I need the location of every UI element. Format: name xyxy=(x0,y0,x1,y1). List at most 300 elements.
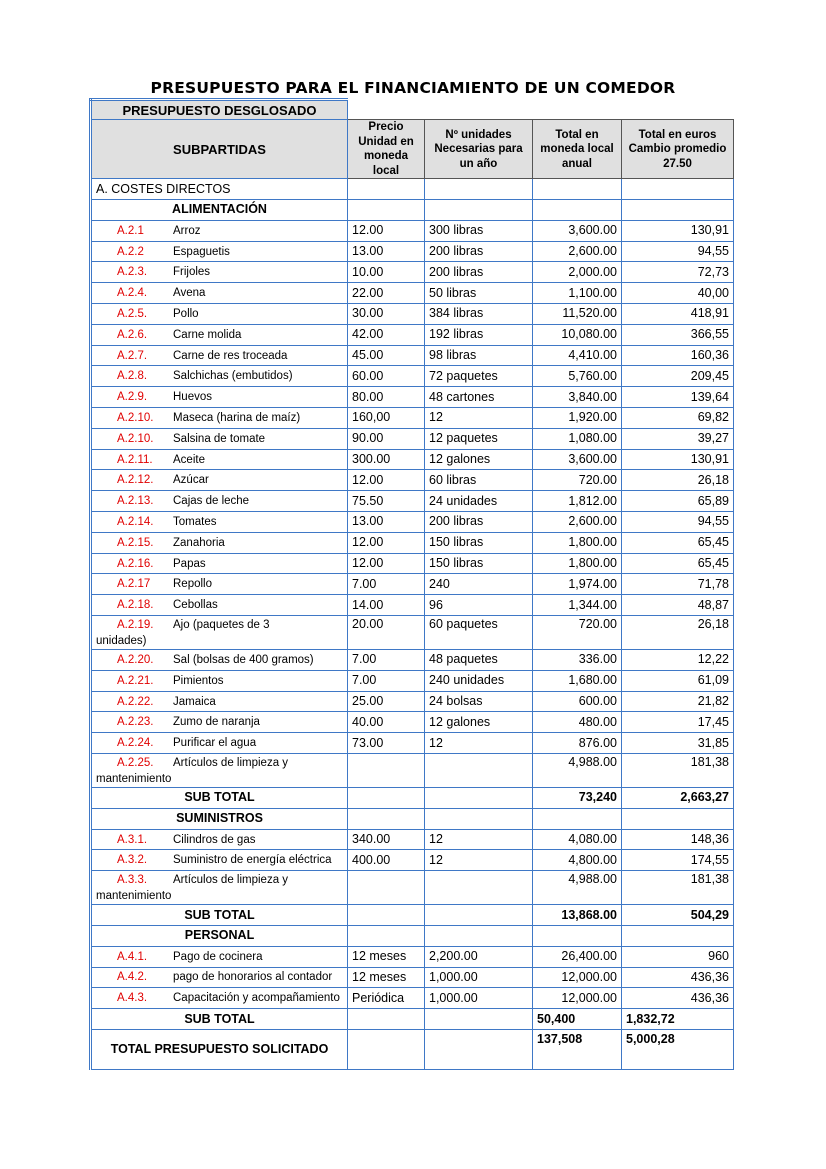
item-units: 60 libras xyxy=(425,470,533,491)
item-code: A.2.4. xyxy=(117,287,148,300)
subtotal-euros: 2,663,27 xyxy=(622,788,734,809)
table-row xyxy=(91,553,734,574)
item-units: 48 paquetes xyxy=(425,650,533,671)
item-total-local: 2,000.00 xyxy=(533,262,622,283)
item-description-cell xyxy=(91,345,348,366)
item-total-local: 12,000.00 xyxy=(533,967,622,988)
item-description: Cajas de leche xyxy=(173,495,250,508)
item-total-euros: 130,91 xyxy=(622,449,734,470)
table-row xyxy=(91,262,734,283)
subtotal-local: 13,868.00 xyxy=(533,905,622,926)
item-units: 60 paquetes xyxy=(425,616,533,650)
table-row xyxy=(91,988,734,1009)
item-description-cell xyxy=(91,324,348,345)
item-description: Sal (bolsas de 400 gramos) xyxy=(173,653,314,666)
table-row xyxy=(91,871,734,905)
item-description: Carne de res troceada xyxy=(173,349,288,362)
item-price: 90.00 xyxy=(348,428,425,449)
section-a-row xyxy=(91,179,734,200)
item-code: A.2.13. xyxy=(117,495,154,508)
header-row xyxy=(91,120,734,179)
item-code: A.4.2. xyxy=(117,971,148,984)
item-description: Pollo xyxy=(173,307,199,320)
subtotal-row xyxy=(91,1009,734,1030)
item-units: 150 libras xyxy=(425,532,533,553)
item-description-cell xyxy=(91,241,348,262)
item-description-cell xyxy=(91,408,348,429)
item-description: Papas xyxy=(173,557,206,570)
item-code: A.2.12. xyxy=(117,474,154,487)
item-units: 48 cartones xyxy=(425,387,533,408)
item-units: 98 libras xyxy=(425,345,533,366)
item-total-local: 3,600.00 xyxy=(533,220,622,241)
subtotal-label: SUB TOTAL xyxy=(91,788,348,809)
item-code: A.2.5. xyxy=(117,307,148,320)
empty-cell xyxy=(425,1029,533,1069)
item-code: A.2.19. xyxy=(117,619,154,632)
item-description-cell xyxy=(91,470,348,491)
item-description-cell xyxy=(91,871,348,905)
item-code: A.2.20. xyxy=(117,653,154,666)
item-units: 96 xyxy=(425,595,533,616)
table-row xyxy=(91,491,734,512)
item-total-euros: 366,55 xyxy=(622,324,734,345)
item-total-local: 4,080.00 xyxy=(533,829,622,850)
item-description-cell xyxy=(91,733,348,754)
item-code: A.2.7. xyxy=(117,349,148,362)
table-row xyxy=(91,946,734,967)
item-total-euros: 181,38 xyxy=(622,871,734,905)
item-description-cell xyxy=(91,512,348,533)
item-total-local: 1,080.00 xyxy=(533,428,622,449)
empty-cell xyxy=(425,179,533,200)
item-price: 12.00 xyxy=(348,553,425,574)
item-total-local: 876.00 xyxy=(533,733,622,754)
item-units: 240 unidades xyxy=(425,670,533,691)
item-price: 20.00 xyxy=(348,616,425,650)
subtotal-row xyxy=(91,788,734,809)
item-units: 12 xyxy=(425,733,533,754)
item-units: 2,200.00 xyxy=(425,946,533,967)
item-units: 50 libras xyxy=(425,283,533,304)
empty-cell xyxy=(533,926,622,947)
item-price: 340.00 xyxy=(348,829,425,850)
item-description-cell xyxy=(91,387,348,408)
item-description: Avena xyxy=(173,287,206,300)
alimentacion-heading xyxy=(91,200,734,221)
item-total-local: 1,974.00 xyxy=(533,574,622,595)
item-total-local: 4,800.00 xyxy=(533,850,622,871)
table-row xyxy=(91,670,734,691)
header-total-local: Total en moneda local anual xyxy=(533,120,622,179)
item-price: 14.00 xyxy=(348,595,425,616)
budget-table xyxy=(89,98,734,1070)
item-total-euros: 130,91 xyxy=(622,220,734,241)
item-price: 12 meses xyxy=(348,946,425,967)
empty-cell xyxy=(533,200,622,221)
item-description-cell xyxy=(91,304,348,325)
item-price: 12.00 xyxy=(348,470,425,491)
item-total-euros: 436,36 xyxy=(622,967,734,988)
item-description: Artículos de limpieza y xyxy=(173,757,289,770)
item-total-local: 3,840.00 xyxy=(533,387,622,408)
item-description-cell xyxy=(91,574,348,595)
header-empty xyxy=(622,100,734,120)
item-code: A.2.14. xyxy=(117,515,154,528)
table-row xyxy=(91,754,734,788)
subtotal-label: SUB TOTAL xyxy=(91,905,348,926)
item-description: Espaguetis xyxy=(173,245,230,258)
header-empty xyxy=(533,100,622,120)
item-description: Pimientos xyxy=(173,674,224,687)
table-row xyxy=(91,324,734,345)
item-code: A.2.2 xyxy=(117,245,144,258)
item-price: 60.00 xyxy=(348,366,425,387)
item-price xyxy=(348,871,425,905)
item-description: Jamaica xyxy=(173,695,216,708)
item-description-cell xyxy=(91,220,348,241)
empty-cell xyxy=(425,200,533,221)
item-total-local: 11,520.00 xyxy=(533,304,622,325)
table-row xyxy=(91,532,734,553)
item-total-local: 720.00 xyxy=(533,470,622,491)
item-units: 12 galones xyxy=(425,712,533,733)
item-total-local: 4,988.00 xyxy=(533,754,622,788)
total-label: TOTAL PRESUPUESTO SOLICITADO xyxy=(91,1029,348,1069)
item-description: Maseca (harina de maíz) xyxy=(173,411,301,424)
item-units: 300 libras xyxy=(425,220,533,241)
item-total-euros: 418,91 xyxy=(622,304,734,325)
item-code: A.3.1. xyxy=(117,833,148,846)
item-total-local: 336.00 xyxy=(533,650,622,671)
table-row xyxy=(91,850,734,871)
item-units: 192 libras xyxy=(425,324,533,345)
table-row xyxy=(91,387,734,408)
empty-cell xyxy=(348,905,425,926)
item-total-local: 720.00 xyxy=(533,616,622,650)
item-description-cell xyxy=(91,595,348,616)
header-total-euros: Total en euros Cambio promedio 27.50 xyxy=(622,120,734,179)
item-units: 12 xyxy=(425,850,533,871)
item-price: 30.00 xyxy=(348,304,425,325)
item-code: A.2.9. xyxy=(117,391,148,404)
item-total-euros: 40,00 xyxy=(622,283,734,304)
item-units: 1,000.00 xyxy=(425,988,533,1009)
item-description: Carne molida xyxy=(173,328,242,341)
item-price: 13.00 xyxy=(348,512,425,533)
item-units: 12 galones xyxy=(425,449,533,470)
alimentacion-heading-label: ALIMENTACIÓN xyxy=(91,200,348,221)
item-price: 75.50 xyxy=(348,491,425,512)
item-units: 12 paquetes xyxy=(425,428,533,449)
item-units: 200 libras xyxy=(425,262,533,283)
item-description-cont: mantenimiento xyxy=(96,890,172,903)
item-description: Zanahoria xyxy=(173,536,225,549)
item-description: Aceite xyxy=(173,453,205,466)
item-description-cell xyxy=(91,491,348,512)
item-description-cell xyxy=(91,283,348,304)
item-description-cont: unidades) xyxy=(96,635,147,648)
item-total-local: 4,988.00 xyxy=(533,871,622,905)
item-description: Suministro de energía eléctrica xyxy=(173,854,332,867)
item-description: Salchichas (embutidos) xyxy=(173,370,293,383)
item-price: 40.00 xyxy=(348,712,425,733)
item-total-local: 1,812.00 xyxy=(533,491,622,512)
item-units: 12 xyxy=(425,829,533,850)
item-description-cell xyxy=(91,712,348,733)
item-total-local: 10,080.00 xyxy=(533,324,622,345)
item-units: 240 xyxy=(425,574,533,595)
table-row xyxy=(91,470,734,491)
item-code: A.2.8. xyxy=(117,370,148,383)
item-total-local: 12,000.00 xyxy=(533,988,622,1009)
item-price: 7.00 xyxy=(348,574,425,595)
item-description-cell xyxy=(91,988,348,1009)
table-row xyxy=(91,408,734,429)
item-code: A.2.6. xyxy=(117,328,148,341)
item-description-cell xyxy=(91,262,348,283)
header-empty xyxy=(348,100,425,120)
item-total-euros: 94,55 xyxy=(622,512,734,533)
item-description: Artículos de limpieza y xyxy=(173,874,289,887)
empty-cell xyxy=(533,808,622,829)
item-code: A.2.21. xyxy=(117,674,154,687)
item-description-cell xyxy=(91,532,348,553)
item-price: 10.00 xyxy=(348,262,425,283)
item-description-cont: mantenimiento xyxy=(96,773,172,786)
item-code: A.2.25. xyxy=(117,757,154,770)
item-total-euros: 69,82 xyxy=(622,408,734,429)
item-total-euros: 31,85 xyxy=(622,733,734,754)
empty-cell xyxy=(425,788,533,809)
table-row xyxy=(91,366,734,387)
total-euros: 5,000,28 xyxy=(622,1029,734,1069)
item-code: A.2.10. xyxy=(117,432,154,445)
item-total-local: 1,344.00 xyxy=(533,595,622,616)
empty-cell xyxy=(348,1029,425,1069)
item-code: A.2.1 xyxy=(117,224,144,237)
item-total-local: 600.00 xyxy=(533,691,622,712)
item-description-cell xyxy=(91,754,348,788)
suministros-heading xyxy=(91,808,734,829)
item-units: 24 unidades xyxy=(425,491,533,512)
item-price: 7.00 xyxy=(348,650,425,671)
item-total-euros: 65,89 xyxy=(622,491,734,512)
item-description-cell xyxy=(91,366,348,387)
item-total-local: 26,400.00 xyxy=(533,946,622,967)
item-total-euros: 39,27 xyxy=(622,428,734,449)
item-total-euros: 65,45 xyxy=(622,532,734,553)
table-row xyxy=(91,283,734,304)
item-units: 200 libras xyxy=(425,241,533,262)
subtotal-local: 50,400 xyxy=(533,1009,622,1030)
item-price: 42.00 xyxy=(348,324,425,345)
item-price: 12 meses xyxy=(348,967,425,988)
subtotal-euros: 1,832,72 xyxy=(622,1009,734,1030)
item-code: A.3.2. xyxy=(117,854,148,867)
empty-cell xyxy=(622,808,734,829)
item-description: Cilindros de gas xyxy=(173,833,256,846)
subtotal-euros: 504,29 xyxy=(622,905,734,926)
empty-cell xyxy=(425,926,533,947)
header-precio: Precio Unidad en moneda local xyxy=(348,120,425,179)
item-description-cell xyxy=(91,967,348,988)
item-total-euros: 65,45 xyxy=(622,553,734,574)
item-description: Tomates xyxy=(173,515,217,528)
item-code: A.3.3. xyxy=(117,874,148,887)
item-description-cell xyxy=(91,946,348,967)
item-code: A.2.3. xyxy=(117,266,148,279)
item-total-local: 1,800.00 xyxy=(533,532,622,553)
item-total-euros: 61,09 xyxy=(622,670,734,691)
item-description: Pago de cocinera xyxy=(173,950,263,963)
item-description: pago de honorarios al contador xyxy=(173,971,333,984)
subtotal-label: SUB TOTAL xyxy=(91,1009,348,1030)
empty-cell xyxy=(348,1009,425,1030)
table-row xyxy=(91,967,734,988)
empty-cell xyxy=(348,200,425,221)
empty-cell xyxy=(348,788,425,809)
item-units: 1,000.00 xyxy=(425,967,533,988)
item-description: Arroz xyxy=(173,224,201,237)
item-description: Cebollas xyxy=(173,599,218,612)
item-total-local: 3,600.00 xyxy=(533,449,622,470)
item-total-euros: 174,55 xyxy=(622,850,734,871)
table-row xyxy=(91,616,734,650)
item-price: 22.00 xyxy=(348,283,425,304)
empty-cell xyxy=(533,179,622,200)
item-code: A.2.22. xyxy=(117,695,154,708)
item-price: 80.00 xyxy=(348,387,425,408)
item-units xyxy=(425,754,533,788)
table-row xyxy=(91,691,734,712)
item-description-cell xyxy=(91,449,348,470)
item-description: Salsina de tomate xyxy=(173,432,266,445)
table-row xyxy=(91,712,734,733)
table-row xyxy=(91,345,734,366)
table-row xyxy=(91,512,734,533)
item-price xyxy=(348,754,425,788)
item-description-cell xyxy=(91,616,348,650)
empty-cell xyxy=(348,926,425,947)
item-total-local: 1,680.00 xyxy=(533,670,622,691)
table-row xyxy=(91,595,734,616)
header-subpartidas: SUBPARTIDAS xyxy=(91,120,348,179)
item-code: A.2.24. xyxy=(117,737,154,750)
item-code: A.2.18. xyxy=(117,599,154,612)
item-description-cell xyxy=(91,850,348,871)
item-total-euros: 21,82 xyxy=(622,691,734,712)
item-units: 150 libras xyxy=(425,553,533,574)
item-description: Repollo xyxy=(173,578,212,591)
item-total-euros: 26,18 xyxy=(622,616,734,650)
item-price: 12.00 xyxy=(348,532,425,553)
item-code: A.4.3. xyxy=(117,992,148,1005)
item-description: Frijoles xyxy=(173,266,211,279)
item-price: 12.00 xyxy=(348,220,425,241)
item-total-euros: 436,36 xyxy=(622,988,734,1009)
item-total-euros: 960 xyxy=(622,946,734,967)
item-total-euros: 148,36 xyxy=(622,829,734,850)
empty-cell xyxy=(425,1009,533,1030)
empty-cell xyxy=(622,200,734,221)
item-total-local: 1,800.00 xyxy=(533,553,622,574)
item-code: A.2.10. xyxy=(117,411,154,424)
empty-cell xyxy=(348,179,425,200)
item-total-local: 1,920.00 xyxy=(533,408,622,429)
suministros-heading-label: SUMINISTROS xyxy=(91,808,348,829)
item-description: Purificar el agua xyxy=(173,737,257,750)
subtotal-row xyxy=(91,905,734,926)
item-price: 25.00 xyxy=(348,691,425,712)
item-description-cell xyxy=(91,691,348,712)
item-total-euros: 26,18 xyxy=(622,470,734,491)
personal-heading xyxy=(91,926,734,947)
item-price: 300.00 xyxy=(348,449,425,470)
item-price: 400.00 xyxy=(348,850,425,871)
item-price: 13.00 xyxy=(348,241,425,262)
item-description: Ajo (paquetes de 3 xyxy=(173,619,270,632)
header-desglosado: PRESUPUESTO DESGLOSADO xyxy=(91,100,348,120)
empty-cell xyxy=(622,179,734,200)
item-total-euros: 94,55 xyxy=(622,241,734,262)
item-price: 160,00 xyxy=(348,408,425,429)
item-description: Zumo de naranja xyxy=(173,716,260,729)
item-description: Capacitación y acompañamiento xyxy=(173,992,340,1005)
header-row-top xyxy=(91,100,734,120)
item-units: 12 xyxy=(425,408,533,429)
page-title: PRESUPUESTO PARA EL FINANCIAMIENTO DE UN COMEDOR xyxy=(150,79,676,97)
item-total-local: 2,600.00 xyxy=(533,241,622,262)
empty-cell xyxy=(348,808,425,829)
item-code: A.2.16. xyxy=(117,557,154,570)
item-units: 24 bolsas xyxy=(425,691,533,712)
empty-cell xyxy=(425,808,533,829)
item-price: 7.00 xyxy=(348,670,425,691)
total-row xyxy=(91,1029,734,1069)
item-description-cell xyxy=(91,829,348,850)
item-units: 200 libras xyxy=(425,512,533,533)
item-total-local: 480.00 xyxy=(533,712,622,733)
item-total-euros: 181,38 xyxy=(622,754,734,788)
item-description-cell xyxy=(91,428,348,449)
table-row xyxy=(91,241,734,262)
item-price: 45.00 xyxy=(348,345,425,366)
item-code: A.2.17 xyxy=(117,578,151,591)
header-unidades: Nº unidades Necesarias para un año xyxy=(425,120,533,179)
item-total-euros: 12,22 xyxy=(622,650,734,671)
empty-cell xyxy=(425,905,533,926)
item-description: Huevos xyxy=(173,391,212,404)
item-price: Periódica xyxy=(348,988,425,1009)
item-units: 384 libras xyxy=(425,304,533,325)
item-total-local: 1,100.00 xyxy=(533,283,622,304)
item-total-euros: 209,45 xyxy=(622,366,734,387)
table-row xyxy=(91,829,734,850)
item-total-euros: 72,73 xyxy=(622,262,734,283)
item-units xyxy=(425,871,533,905)
item-code: A.4.1. xyxy=(117,950,148,963)
item-total-local: 4,410.00 xyxy=(533,345,622,366)
item-code: A.2.11. xyxy=(117,453,153,466)
table-row xyxy=(91,574,734,595)
header-empty xyxy=(425,100,533,120)
item-code: A.2.23. xyxy=(117,716,154,729)
item-description-cell xyxy=(91,553,348,574)
table-row xyxy=(91,449,734,470)
item-description-cell xyxy=(91,670,348,691)
item-code: A.2.15. xyxy=(117,536,154,549)
